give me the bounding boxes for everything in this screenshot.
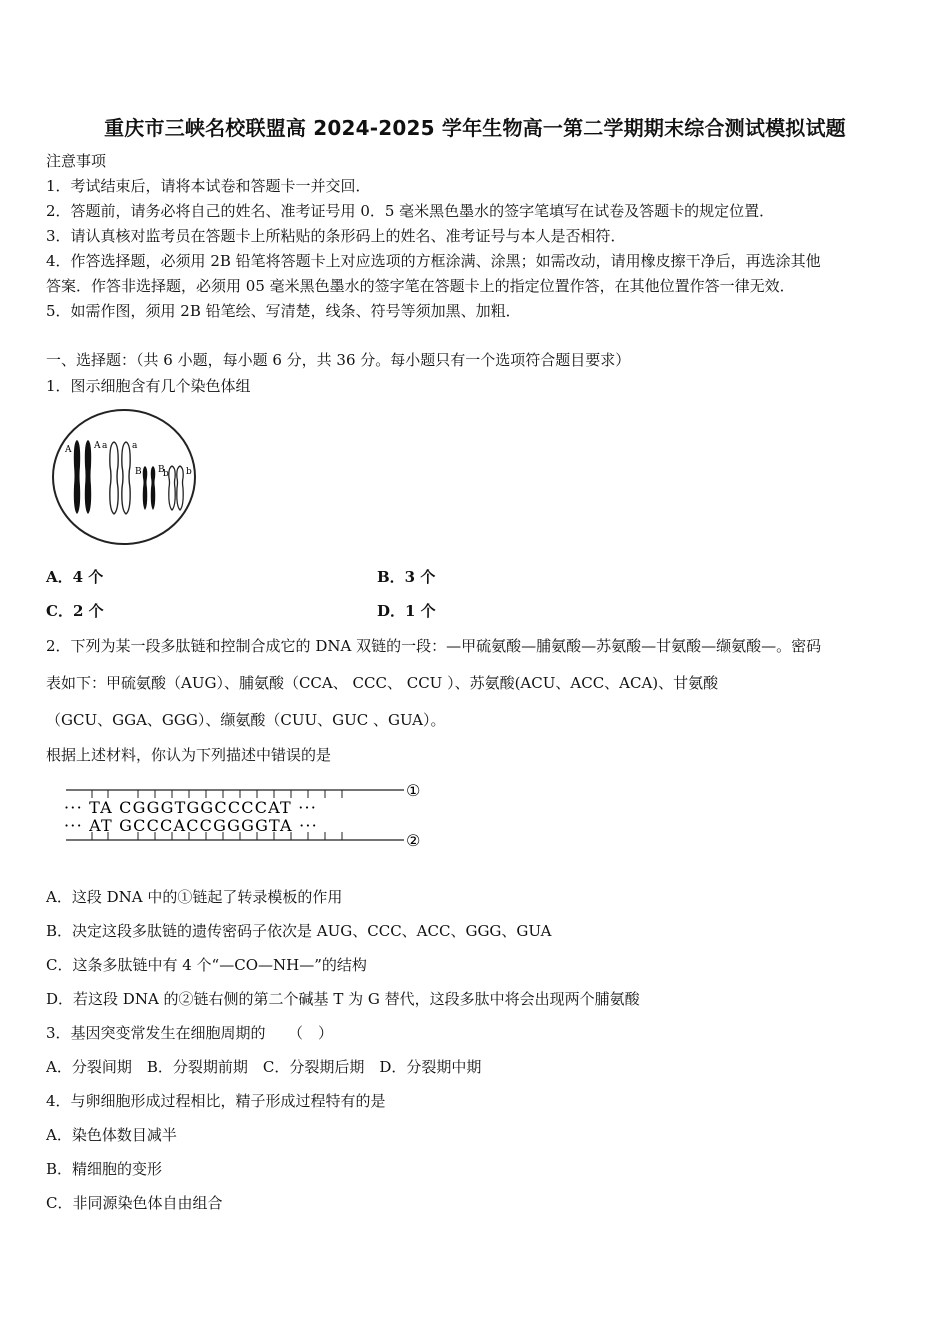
q2-stem-line: 表如下：甲硫氨酸（AUG）、脯氨酸（CCA、 CCC、 CCU ）、苏氨酸(ACU、ACC、ACA)、甘氨酸 [46, 674, 719, 692]
q2-stem-line: （GCU、GGA、GGG）、缬氨酸（CUU、GUC 、GUA）。 [46, 711, 446, 729]
q4-stem: 4．与卵细胞形成过程相比，精子形成过程特有的是 [46, 1092, 386, 1110]
q1-option-a[interactable]: A．4 个 [46, 568, 104, 586]
dna-double-strand-figure [60, 776, 440, 852]
q1-option-c[interactable]: C．2 个 [46, 602, 104, 620]
dna-top-sequence: ··· TA CGGGTGGCCCCAT ··· [64, 798, 318, 817]
allele-label: b [163, 469, 169, 479]
q1-stem: 1．图示细胞含有几个染色体组 [46, 377, 251, 395]
notice-item: 4．作答选择题，必须用 2B 铅笔将答题卡上对应选项的方框涂满、涂黑；如需改动，请用橡皮擦干净后，再选涂其他 [46, 252, 821, 270]
notice-item: 1．考试结束后，请将本试卷和答题卡一并交回． [46, 177, 371, 195]
q3-stem: 3．基因突变常发生在细胞周期的 （ ） [46, 1024, 334, 1042]
notice-item: 2．答题前，请务必将自己的姓名、准考证号用 0．5 毫米黑色墨水的签字笔填写在试卷及答题卡的规定位置． [46, 202, 775, 220]
notice-item: 3．请认真核对监考员在答题卡上所粘贴的条形码上的姓名、准考证号与本人是否相符． [46, 227, 626, 245]
q2-stem-line: 2．下列为某一段多肽链和控制合成它的 DNA 双链的一段：—甲硫氨酸—脯氨酸—苏氨酸—甘氨酸—缬氨酸—。密码 [46, 637, 822, 655]
q2-stem-line: 根据上述材料，你认为下列描述中错误的是 [46, 746, 332, 764]
strand-1-label: ① [406, 781, 421, 800]
allele-label: b [186, 467, 192, 477]
q4-option-a[interactable]: A．染色体数目减半 [46, 1126, 177, 1144]
q4-option-b[interactable]: B．精细胞的变形 [46, 1160, 163, 1178]
section-heading: 一、选择题：（共 6 小题，每小题 6 分，共 36 分。每小题只有一个选项符合题目要求） [46, 351, 631, 369]
allele-label: B [158, 465, 165, 475]
q1-option-b[interactable]: B．3 个 [377, 568, 436, 586]
q2-option-b[interactable]: B．决定这段多肽链的遗传密码子依次是 AUG、CCC、ACC、GGG、GUA [46, 922, 552, 940]
allele-label: a [102, 441, 108, 451]
notice-item: 答案．作答非选择题，必须用 05 毫米黑色墨水的签字笔在答题卡上的指定位置作答，在其他位置作答一律无效． [46, 277, 795, 295]
strand-2-label: ② [406, 831, 421, 850]
allele-label: A [94, 441, 101, 451]
allele-label: a [132, 441, 138, 451]
q2-option-d[interactable]: D．若这段 DNA 的②链右侧的第二个碱基 T 为 G 替代，这段多肽中将会出现两个脯氨酸 [46, 990, 640, 1008]
dna-bottom-sequence: ··· AT GCCCACCGGGGTA ··· [64, 816, 318, 835]
allele-label: B [135, 467, 142, 477]
notice-heading: 注意事项 [46, 152, 107, 170]
q3-options[interactable]: A．分裂间期 B．分裂期前期 C．分裂期后期 D．分裂期中期 [46, 1058, 482, 1076]
q2-option-a[interactable]: A．这段 DNA 中的①链起了转录模板的作用 [46, 888, 343, 906]
allele-label: A [65, 445, 72, 455]
exam-title: 重庆市三峡名校联盟高 2024-2025 学年生物高一第二学期期末综合测试模拟试题 [104, 116, 846, 140]
cell-chromosome-figure [50, 406, 200, 548]
q4-option-c[interactable]: C．非同源染色体自由组合 [46, 1194, 223, 1212]
q2-option-c[interactable]: C．这条多肽链中有 4 个“—CO—NH—”的结构 [46, 956, 367, 974]
q1-option-d[interactable]: D．1 个 [377, 602, 436, 620]
notice-item: 5．如需作图，须用 2B 铅笔绘、写清楚，线条、符号等须加黑、加粗． [46, 302, 521, 320]
